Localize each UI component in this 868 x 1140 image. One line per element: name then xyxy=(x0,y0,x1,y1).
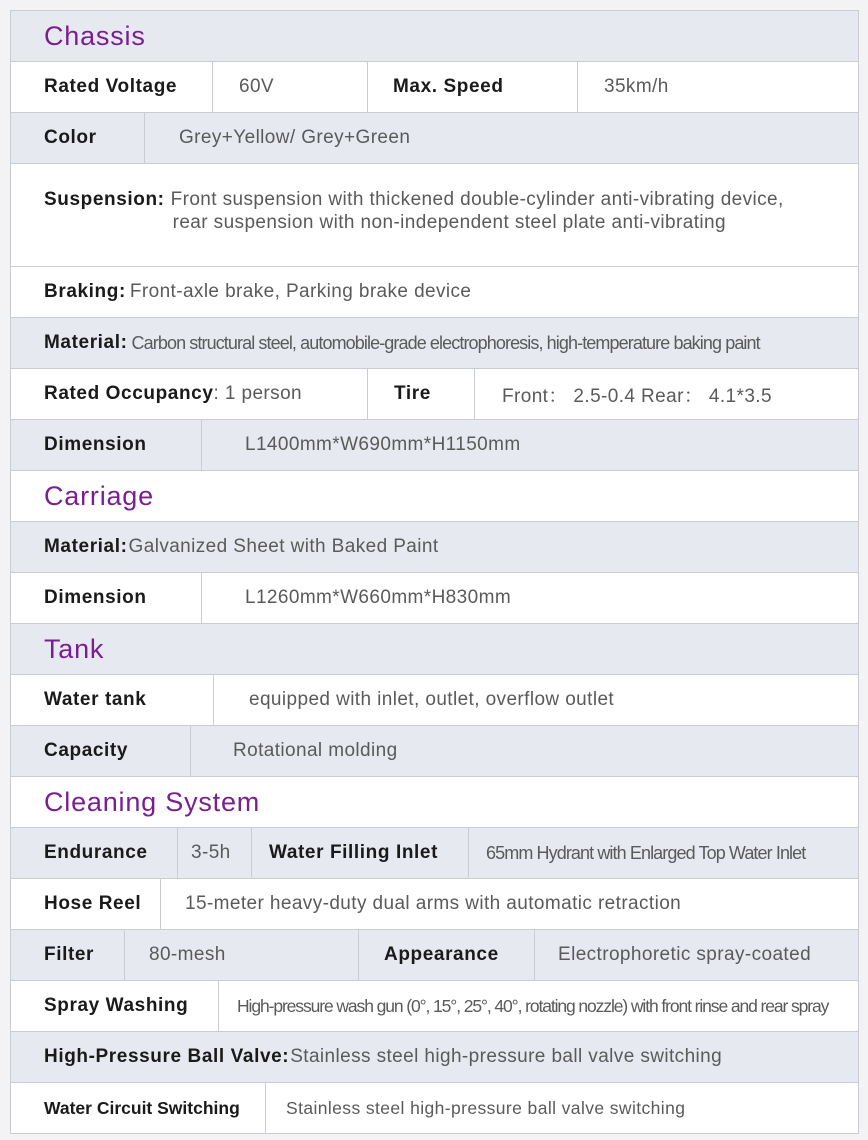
occupancy-label: Rated Occupancy xyxy=(44,383,214,404)
carriage-material-label: Material: xyxy=(44,536,128,557)
spec-row-occupancy-tire xyxy=(10,369,859,420)
suspension-label: Suspension: xyxy=(44,189,165,210)
water-circuit-label: Water Circuit Switching xyxy=(11,1083,266,1133)
spec-row-endurance-filling xyxy=(10,828,859,879)
hose-reel-label: Hose Reel xyxy=(11,879,161,929)
ball-valve-value: Stainless steel high-pressure ball valve switching xyxy=(290,1046,723,1067)
spec-row-material xyxy=(10,318,859,369)
carriage-dimension-label: Dimension xyxy=(11,573,202,623)
spec-row-color xyxy=(10,113,859,164)
suspension-line-1: Front suspension with thickened double-cylinder anti-vibrating device, xyxy=(170,189,784,210)
section-title: Chassis xyxy=(44,20,146,51)
color-value: Grey+Yellow/ Grey+Green xyxy=(179,127,411,148)
section-title: Cleaning System xyxy=(44,786,261,817)
material-cell xyxy=(11,318,858,368)
carriage-material-value: Galvanized Sheet with Baked Paint xyxy=(128,536,439,557)
capacity-value: Rotational molding xyxy=(233,740,398,761)
spec-row-carriage-material xyxy=(10,522,859,573)
occupancy-cell xyxy=(11,369,368,419)
occupancy-value: : 1 person xyxy=(213,383,302,404)
spec-row-water-tank xyxy=(10,675,859,726)
rated-voltage-value: 60V xyxy=(213,62,368,112)
ball-valve-label: High-Pressure Ball Valve: xyxy=(44,1046,290,1067)
section-title: Tank xyxy=(44,633,105,664)
spray-washing-value: High-pressure wash gun (0°, 15°, 25°, 40°, rotating nozzle) with front rinse and rear spray xyxy=(237,995,829,1016)
spec-row-capacity xyxy=(10,726,859,777)
endurance-value: 3-5h xyxy=(178,828,252,878)
section-header-tank xyxy=(10,624,859,675)
water-filling-value: 65mm Hydrant with Enlarged Top Water Inlet xyxy=(486,842,806,863)
spec-row-dimension xyxy=(10,420,859,471)
water-tank-value: equipped with inlet, outlet, overflow outlet xyxy=(249,689,615,710)
color-label: Color xyxy=(11,113,145,163)
water-circuit-value: Stainless steel high-pressure ball valve switching xyxy=(286,1097,686,1118)
tire-label: Tire xyxy=(368,369,475,419)
section-header-cleaning xyxy=(10,777,859,828)
endurance-label: Endurance xyxy=(11,828,178,878)
spec-row-braking xyxy=(10,267,859,318)
braking-value: Front-axle brake, Parking brake device xyxy=(129,281,472,302)
dimension-label: Dimension xyxy=(11,420,202,470)
spec-row-filter-appearance xyxy=(10,930,859,981)
braking-cell xyxy=(11,267,858,317)
material-label: Material: xyxy=(44,332,128,353)
capacity-label: Capacity xyxy=(11,726,191,776)
water-tank-label: Water tank xyxy=(11,675,214,725)
spec-row-carriage-dimension xyxy=(10,573,859,624)
appearance-value: Electrophoretic spray-coated xyxy=(558,944,812,965)
section-header-chassis xyxy=(10,11,859,62)
section-title: Carriage xyxy=(44,480,154,511)
max-speed-value: 35km/h xyxy=(604,76,669,97)
spec-table xyxy=(10,10,859,1134)
filter-value: 80-mesh xyxy=(125,930,359,980)
water-filling-label: Water Filling Inlet xyxy=(252,828,469,878)
material-value: Carbon structural steel, automobile-grade electrophoresis, high-temperature baking paint xyxy=(131,332,760,353)
carriage-dimension-value: L1260mm*W660mm*H830mm xyxy=(245,587,512,608)
section-header-carriage xyxy=(10,471,859,522)
spec-row-hose-reel xyxy=(10,879,859,930)
spray-washing-label: Spray Washing xyxy=(11,981,219,1031)
filter-label: Filter xyxy=(11,930,125,980)
suspension-value xyxy=(171,188,784,234)
suspension-line-2: rear suspension with non-independent steel plate anti-vibrating xyxy=(172,212,726,233)
hose-reel-value: 15-meter heavy-duty dual arms with automatic retraction xyxy=(185,893,682,914)
max-speed-label: Max. Speed xyxy=(368,62,578,112)
dimension-value: L1400mm*W690mm*H1150mm xyxy=(245,434,521,455)
spec-row-suspension xyxy=(10,164,859,267)
spec-row-voltage-speed xyxy=(10,62,859,113)
carriage-material-cell xyxy=(11,522,858,572)
rated-voltage-label: Rated Voltage xyxy=(11,62,213,112)
tire-value: Front： 2.5-0.4 Rear： 4.1*3.5 xyxy=(502,385,772,407)
ball-valve-cell xyxy=(11,1032,858,1082)
appearance-label: Appearance xyxy=(359,930,535,980)
suspension-cell xyxy=(11,164,858,266)
braking-label: Braking: xyxy=(44,281,126,302)
spec-row-water-circuit xyxy=(10,1083,859,1134)
spec-row-ball-valve xyxy=(10,1032,859,1083)
spec-row-spray-washing xyxy=(10,981,859,1032)
